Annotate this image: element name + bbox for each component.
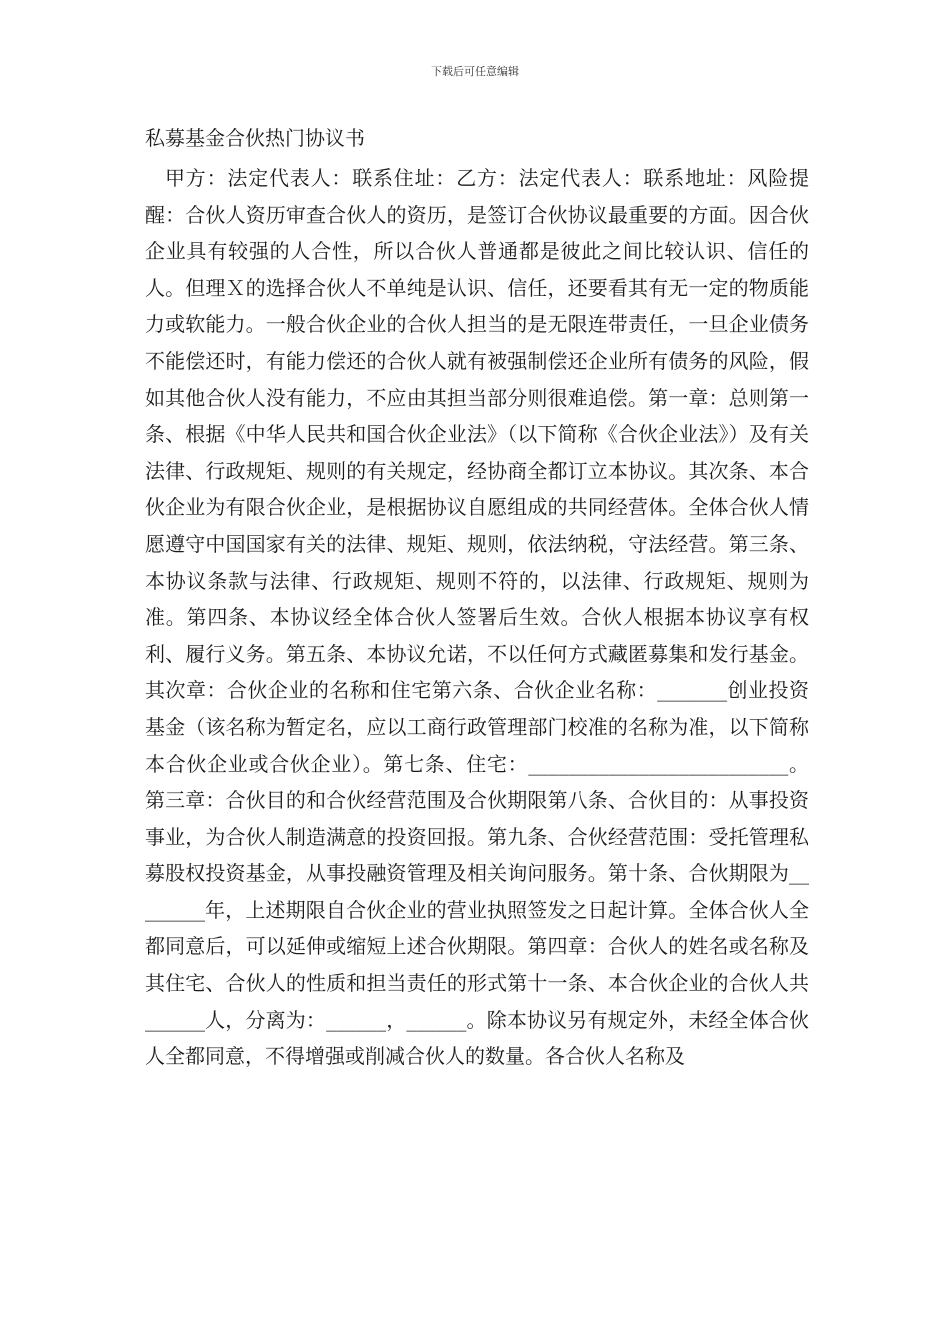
document-title: 私募基金合伙热门协议书 (145, 126, 365, 150)
document-body: 甲方：法定代表人：联系住址：乙方：法定代表人：联系地址：风险提醒：合伙人资历审查合伙人的资历，是签订合伙协议最重要的方面。因合伙企业具有较强的人合性，所以合伙人普通都是彼此之间比较认识、信任的人。但理Ｘ的选择合伙人不单纯是认识、信任，还要看其有无一定的物质能力或软能力。一般合伙企业的合伙人担当的是无限连带责任，一旦企业债务不能偿还时，有能力偿还的合伙人就有被强制偿还企业所有债务的风险，假如其他合伙人没有能力，不应由其担当部分则很难追偿。第一章：总则第一条、根据《中华人民共和国合伙企业法》（以下简称《合伙企业法》）及有关法律、行政规矩、规则的有关规定，经协商全都订立本协议。其次条、本合伙企业为有限合伙企业，是根据协议自愿组成的共同经营体。全体合伙人情愿遵守中国国家有关的法律、规矩、规则，依法纳税，守法经营。第三条、本协议条款与法律、行政规矩、规则不符的，以法律、行政规矩、规则为准。第四条、本协议经全体合伙人签署后生效。合伙人根据本协议享有权利、履行义务。第五条、本协议允诺，不以任何方式藏匿募集和发行基金。其次章：合伙企业的名称和住宅第六条、合伙企业名称：_______创业投资基金（该名称为暂定名，应以工商行政管理部门校准的名称为准，以下简称本合伙企业或合伙企业）。第七条、住宅：__________________________。第三章：合伙目的和合伙经营范围及合伙期限第八条、合伙目的：从事投资事业，为合伙人制造满意的投资回报。第九条、合伙经营范围：受托管理私募股权投资基金，从事投融资管理及相关询问服务。第十条、合伙期限为________年，上述期限自合伙企业的营业执照签发之日起计算。全体合伙人全都同意后，可以延伸或缩短上述合伙期限。第四章：合伙人的姓名或名称及其住宅、合伙人的性质和担当责任的形式第十一条、本合伙企业的合伙人共______人，分离为：______，______。除本协议另有规定外，未经全体合伙人全都同意，不得增强或削减合伙人的数量。各合伙人名称及 (145, 166, 809, 1069)
page-header-note: 下载后可任意编辑 (431, 65, 519, 78)
